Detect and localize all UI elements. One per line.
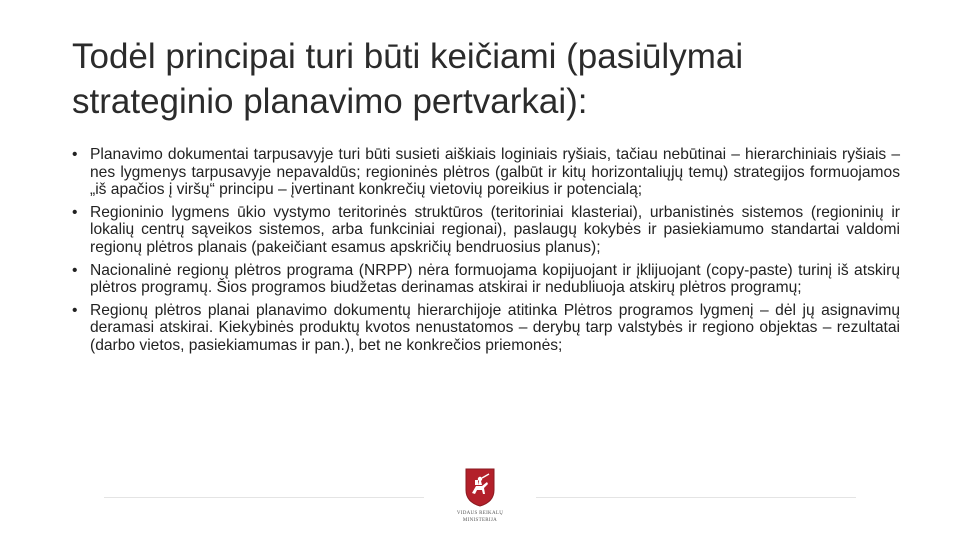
logo-text-line1: VIDAUS REIKALŲ (456, 511, 504, 516)
bullet-marker: • (72, 301, 78, 319)
bullet-marker: • (72, 146, 78, 163)
bullet-text: Regionų plėtros planai planavimo dokumentų hierarchijoje atitinka Plėtros programos lygmenį – dėl jų asignavimų deramasi atskirai. Kiekybinės produktų kvotos nenustatomos – derybų tarp valstybės ir regiono objektas – rezultatai (darbo vietos, pasiekiamumas ir pan.), bet ne konkrečios priemonės; (90, 301, 900, 354)
bullet-text: Planavimo dokumentai tarpusavyje turi būti susieti aiškiais loginiais ryšiais, tačiau nebūtinai – hierarchiniais ryšiais – nes lygmenys tarpusavyje nepavaldūs; regioninės plėtros (galbūt ir kitų horizontaliųjų temų) strategijos formuojamos „iš apačios į viršų“ principu – įvertinant konkrečių vietovių poreikius ir potencialą; (90, 146, 900, 199)
bullet-item (72, 204, 900, 257)
ministry-logo (418, 466, 542, 528)
footer-divider-left (104, 497, 424, 498)
bullet-text: Nacionalinė regionų plėtros programa (NRPP) nėra formuojama kopijuojant ir įklijuojant (copy-paste) turinį iš atskirų plėtros programų. Šios programos biudžetas derinamas atskirai ir nedubliuoja atskirų plėtros programų; (90, 261, 900, 297)
bullet-text: Regioninio lygmens ūkio vystymo teritorinės struktūros (teritoriniai klasteriai), urbanistinės sistemos (regioninių ir lokalių centrų sąveikos sistemos, arba funkciniai regionai), paslaugų kokybės ir pasiekiamumo standartai valdomi regionų plėtros planais (pakeičiant esamus apskričių bendruosius planus); (90, 203, 900, 256)
footer-divider-right (536, 497, 856, 498)
bullet-item (72, 146, 900, 199)
bullet-marker: • (72, 261, 78, 279)
logo-text-line2: MINISTERIJA (462, 518, 498, 523)
coat-of-arms-icon (463, 466, 497, 508)
bullet-item (72, 262, 900, 297)
slide-title: Todėl principai turi būti keičiami (pasiūlymai strateginio planavimo pertvarkai): (72, 37, 744, 121)
bullet-marker: • (72, 203, 78, 221)
bullet-item (72, 302, 900, 355)
bullet-list (72, 146, 900, 360)
